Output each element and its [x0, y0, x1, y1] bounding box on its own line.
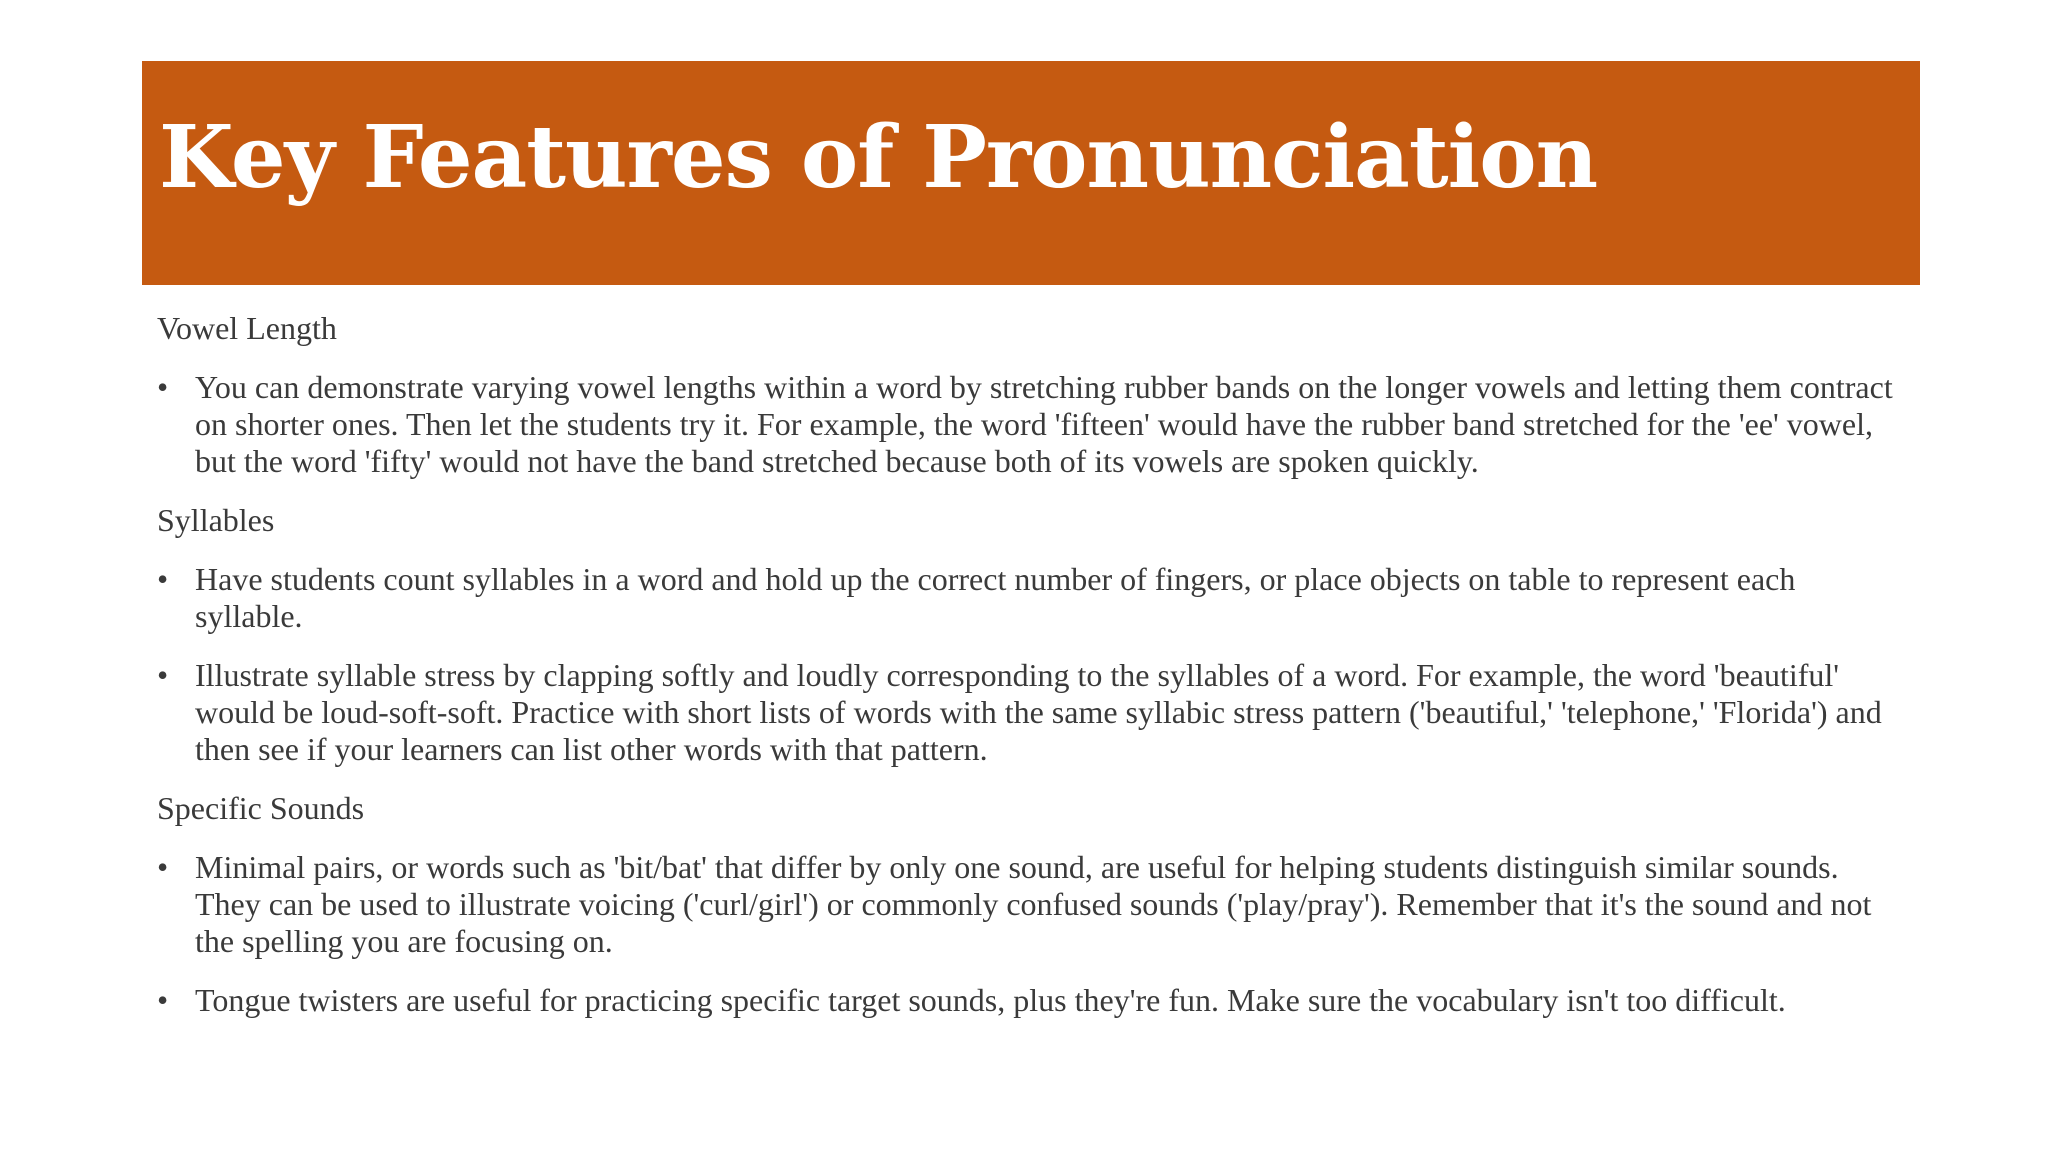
bullet-list — [157, 369, 1897, 480]
section-specific-sounds — [157, 790, 1897, 1019]
bullet-text: Have students count syllables in a word and hold up the correct number of fingers, or place objects on table to represent each syllable. — [195, 561, 1796, 634]
bullet-text: Tongue twisters are useful for practicing specific target sounds, plus they're fun. Make sure the vocabulary isn't too difficult. — [195, 982, 1786, 1018]
title-banner — [142, 61, 1920, 285]
bullet-text: You can demonstrate varying vowel lengths within a word by stretching rubber bands on the longer vowels and letting them contract on shorter ones. Then let the students try it. For example, the word 'fifteen' would have the rubber band stretched for the 'ee' vowel, but the word 'fifty' would not have the band stretched because both of its vowels are spoken quickly. — [195, 369, 1893, 479]
section-heading: Vowel Length — [157, 310, 337, 346]
bullet-icon: • — [157, 561, 169, 597]
list-item — [157, 657, 1897, 768]
bullet-text: Minimal pairs, or words such as 'bit/bat' that differ by only one sound, are useful for helping students distinguish similar sounds. They can be used to illustrate voicing ('curl/girl') or commonly confused sounds ('play/pray'). Remember that it's the sound and not the spelling you are focusing on. — [195, 849, 1872, 959]
slide-title: Key Features of Pronunciation — [159, 107, 1598, 208]
section-heading: Syllables — [157, 502, 275, 538]
list-item — [157, 849, 1897, 960]
bullet-text: Illustrate syllable stress by clapping softly and loudly corresponding to the syllables of a word. For example, the word 'beautiful' would be loud-soft-soft. Practice with short lists of words with the same syllabic stress pattern ('beautiful,' 'telephone,' 'Florida') and then see if your learners can list other words with that pattern. — [195, 657, 1882, 767]
section-syllables — [157, 502, 1897, 768]
list-item — [157, 369, 1897, 480]
bullet-icon: • — [157, 982, 169, 1018]
bullet-icon: • — [157, 849, 169, 885]
list-item — [157, 561, 1897, 635]
list-item — [157, 982, 1897, 1019]
slide-body — [157, 310, 1897, 1041]
section-heading: Specific Sounds — [157, 790, 365, 826]
bullet-list — [157, 849, 1897, 1019]
bullet-list — [157, 561, 1897, 768]
bullet-icon: • — [157, 657, 169, 693]
section-vowel-length — [157, 310, 1897, 480]
bullet-icon: • — [157, 369, 169, 405]
